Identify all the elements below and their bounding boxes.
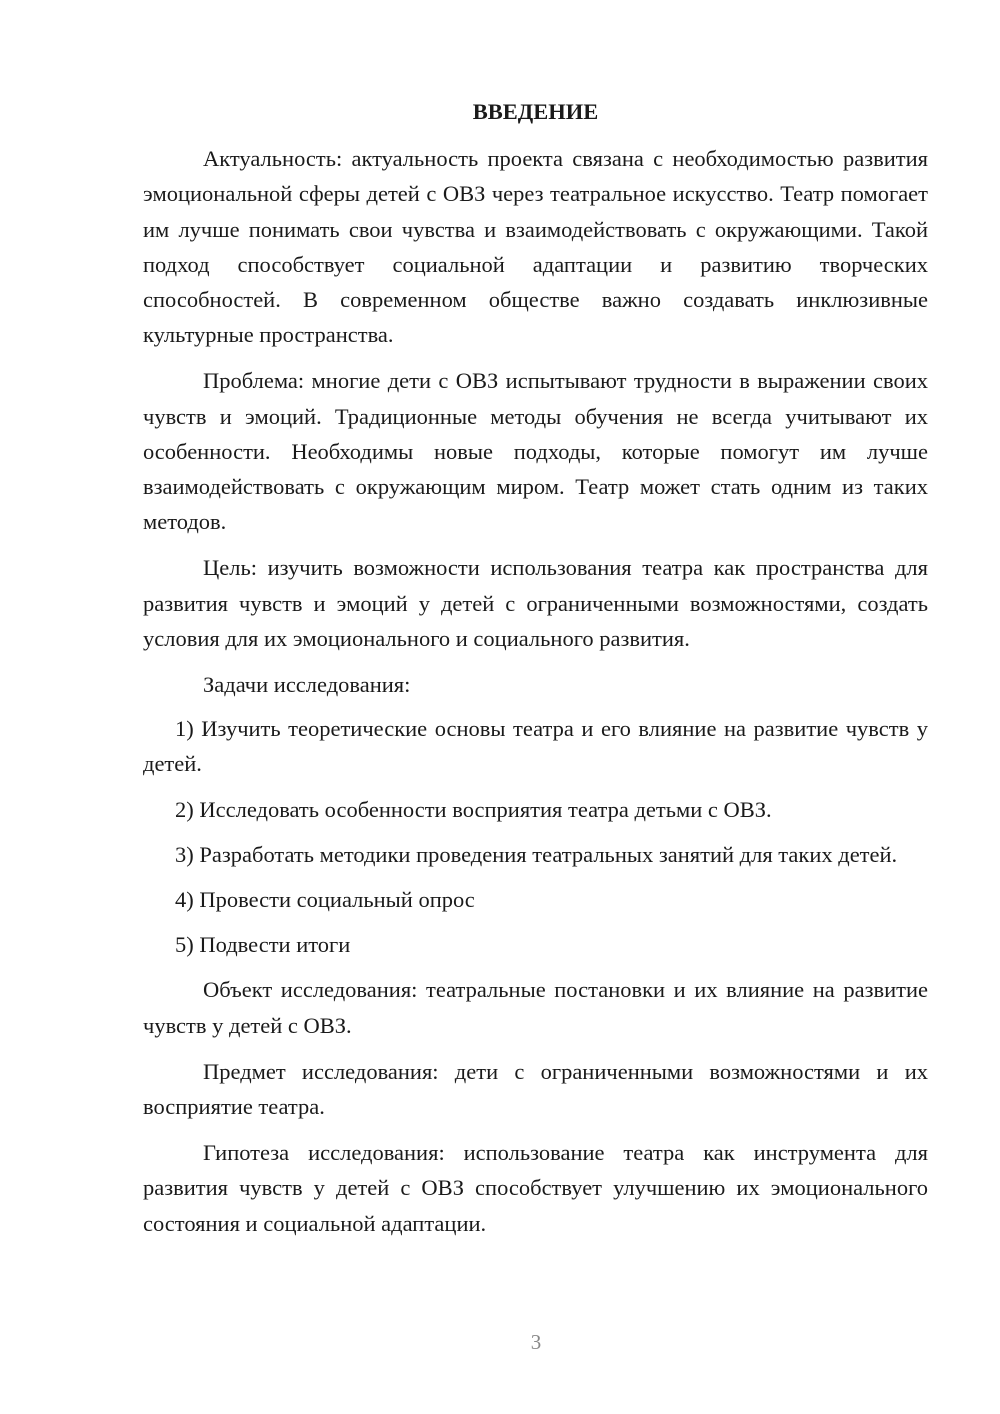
tasks-list [143, 711, 928, 962]
tasks-heading: Задачи исследования: [203, 672, 411, 698]
task-item-1: 1) Изучить теоретические основы театра и его влияние на развитие чувств у детей. [143, 716, 928, 777]
task-item-3: 3) Разработать методики проведения театральных занятий для таких детей. [175, 841, 898, 867]
paragraph-subject: Предмет исследования: дети с ограниченными возможностями и их восприятие театра. [143, 1058, 928, 1120]
task-item-4: 4) Провести социальный опрос [175, 887, 475, 913]
paragraph-goal: Цель: изучить возможности использования театра как пространства для развития чувств и эмоций у детей с ограниченными возможностями, создать условия для их эмоционального и социального развития. [143, 555, 928, 651]
paragraph-object: Объект исследования: театральные постановки и их влияние на развитие чувств у детей с ОВЗ. [143, 977, 928, 1038]
page-title: ВВЕДЕНИЕ [472, 99, 599, 124]
task-item-2: 2) Исследовать особенности восприятия театра детьми с ОВЗ. [175, 796, 772, 822]
paragraph-relevance: Актуальность: актуальность проекта связана с необходимостью развития эмоциональной сферы детей с ОВЗ через театральное искусство. Театр помогает им лучше понимать свои чувства и взаимодействовать с окружающими. Такой подход способствует социальной адаптации и развитию творческих способностей. В современном обществе важно создавать инклюзивные культурные пространства. [143, 146, 928, 348]
paragraph-hypothesis: Гипотеза исследования: использование театра как инструмента для развития чувств у детей с ОВЗ способствует улучшению их эмоционального состояния и социальной адаптации. [143, 1140, 928, 1236]
page-number: 3 [530, 1330, 542, 1354]
task-item-5: 5) Подвести итоги [175, 932, 351, 958]
paragraph-problem: Проблема: многие дети с ОВЗ испытывают трудности в выражении своих чувств и эмоций. Традиционные методы обучения не всегда учитывают их особенности. Необходимы новые подходы, которые помогут им лучше взаимодействовать с окружающим миром. Театр может стать одним из таких методов. [143, 368, 928, 535]
page-content [143, 94, 928, 1252]
